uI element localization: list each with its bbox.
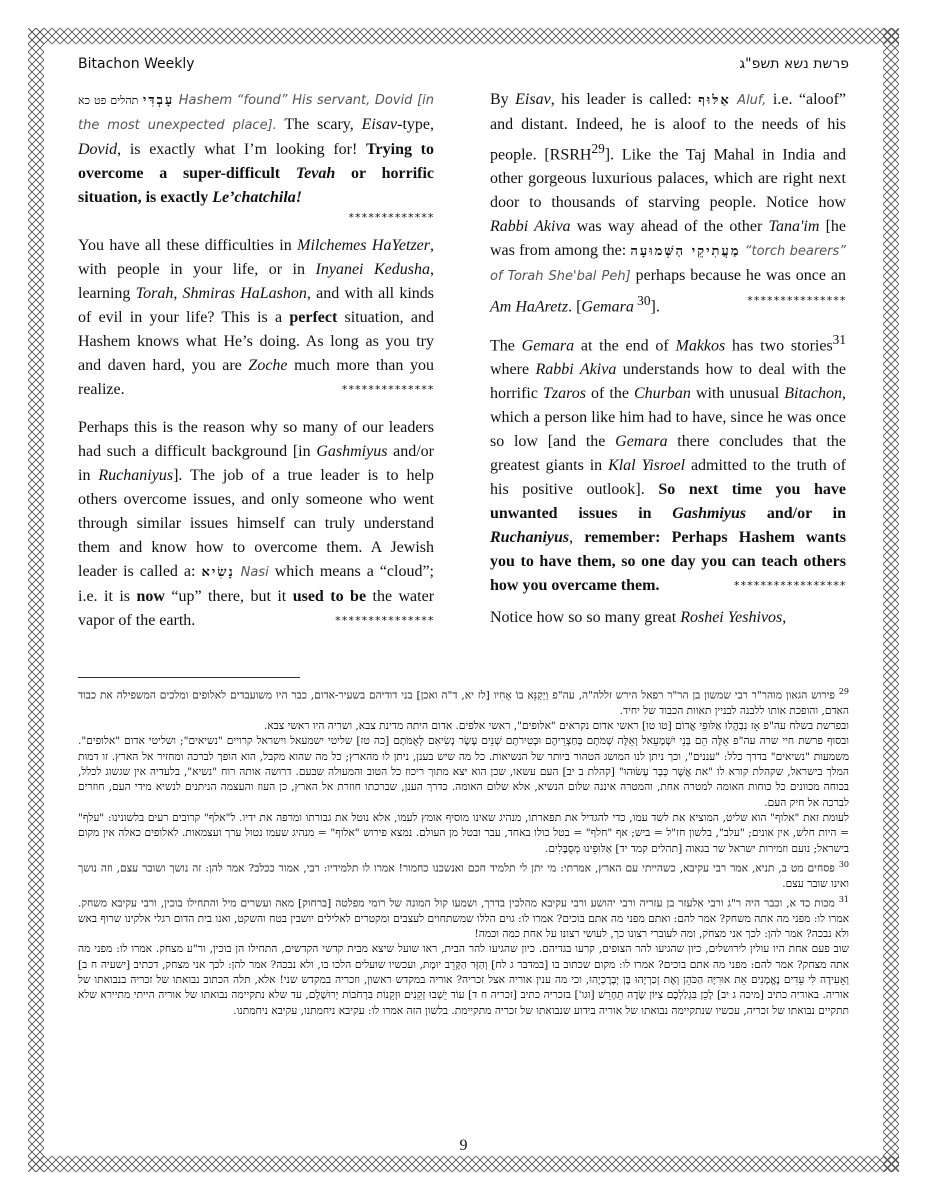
footnote-text: מכות כד א, וכבר היה ר"ג ורבי אלעזר בן עזריה ורבי יהושע ורבי עקיבא מהלכין בדרך, ושמעו קול המונה של רומי מפלטה [ברחוק] מאה ועשרים מיל והתחילו בוכין, ורבי עקיבא משחק. אמרו לו: מפני מה אתה משחק? אמר להם: ואתם מפני מה אתם בוכים? אמרו לו: גוים הללו שמשתחוים לעצבים ומקטרים לאלילים יושבין בטח והשקט, ואנו בית הדום רגלי אלקינו שרוף באש ולא נבכה? אמר להן: לכך אני מצחק, ומה לעוברי רצונו כך, לעושי רצונו על אחת כמה וכמה! <box>78 897 849 941</box>
footnote-text: ובסוף פרשת חיי שרה עה"פ אֵלֶּה הֵם בְּנֵי יִשְׁמָעֵאל וְאֵלֶּה שְׁמֹתָם בְּחַצְרֵיהֶם וּבְטִירֹתָם שְׁנֵים עָשָׂר נְשִׂיאִם לְאֻמֹּתָם [כה טז] שליטי ישמעאל וישראל קרויים "נשיאים"; ושליטי אדום "אלופים". משמעות "נשיאים" בדרך כלל: "עננים", וכך ניתן לנו המושג הטהור ביותר של הנשיאות. כל מה שיש בענן, ניתן לו מהארץ; כל מה שהוא מקבל, הוא הופך לברכה ומחזיר אל הארץ. זו דמות המלך בישראל, שקהלת קורא לו "את אֲשֶׁר כְּבָר עָשׂוּהוּ" [קהלת ב יב] העם עשאו, שכן הוא יצא מתוך ריכוז כל הטוב והמעולה שבעם. דרושה אותה רוח "נשיא", בלעדיה אין שגשוג לכלל, בכוחה מכוונים כל כוחות האומה למטרה אחת, והמטרה איננה שלום הנשיא, אלא שלום האומה. כדרך הענן, שברכתו חוזרת אל הארץ, כן העוז והעצמה הניתנים לנשיא מידי העם, חוזרים לברכה אל חיק העם. <box>78 735 849 809</box>
parsha-title: פרשת נשא תשפ"ג <box>739 56 849 72</box>
footnote <box>78 734 849 810</box>
hebrew-word: מַעֲתִיקֵי הַשְּׁמוּעָה <box>630 244 741 260</box>
footnotes <box>78 684 849 1019</box>
page-border-right <box>883 28 899 1172</box>
text: i.e. “aloof” and distant. Indeed, he is aloof to the needs of his people. [RSRH <box>490 91 846 164</box>
verse-reference: תהלים פט כא <box>78 94 139 107</box>
text: perhaps because he was once an <box>630 267 847 285</box>
page-number: 9 <box>459 1137 468 1154</box>
text: much more than you realize. <box>78 357 435 398</box>
italic-term: Am HaAretz <box>490 298 569 316</box>
separator-stars: ************** <box>341 383 434 396</box>
italic-term: Tzaros <box>543 384 586 402</box>
text: , his leader is called: <box>550 91 699 108</box>
separator-stars: ***************** <box>733 578 846 592</box>
text: , and with all kinds of evil in your life? This is a <box>78 285 435 326</box>
translation-script: “torch bearers” of Torah She'bal Peh] <box>490 244 847 285</box>
footnote <box>78 942 849 1018</box>
text: Perhaps this is the reason why so many of our leaders had such a difficult background [in <box>78 419 434 460</box>
separator-stars: *************** <box>746 294 846 308</box>
text: at the end of <box>574 336 676 354</box>
text: The scary, <box>276 116 362 133</box>
text: -type, <box>397 116 434 133</box>
italic-term: Klal Yisroel <box>608 456 686 474</box>
separator-stars: *************** <box>334 614 434 627</box>
text: ]. The job of a true leader is to help others overcome issues, and only someone who went through similar issues himself can truly understand them and know how to overcome them. A Jewish leader is called a: <box>78 467 435 580</box>
text: with unusual <box>690 384 785 402</box>
footnote-number: 29 <box>838 687 849 696</box>
footnote-number: 30 <box>838 859 849 869</box>
bold-text: and/or in <box>746 504 846 522</box>
italic-term: Churban <box>634 384 691 402</box>
italic-term: Shmiras HaLashon <box>182 285 307 302</box>
page-border-bottom <box>28 1156 899 1172</box>
italic-term: Gemara <box>581 298 634 316</box>
bold-text: used to be <box>292 588 367 605</box>
text: ]. <box>650 298 660 316</box>
italic-term: Gashmiyus <box>316 443 388 460</box>
text: “up” there, but it <box>164 588 293 605</box>
italic-term: Makkos <box>675 336 726 354</box>
italic-term: Roshei Yeshivos <box>680 608 783 626</box>
text: there concludes that the greatest giants in <box>490 432 846 474</box>
bold-text: So next time you have unwanted issues in <box>490 480 847 522</box>
text: ]. Like the Taj Mahal in India and other gorgeous luxurious palaces, which are right next door to thousands of starving people. Notice how <box>490 146 847 212</box>
text: admitted to the truth of his positive outlook]. <box>490 456 847 498</box>
footnote-text: לעומת זאת "אלוף" הוא שליט, המוציא את לשד עמו, כדי להגדיל את תפארתו, מנהיג שאינו מוסיף אומץ לעמו, אלא נוטל את גבורתו ומרפה את ידיו. ל"אלף" קרובים רעים בלשונינו: "עלף" = היות חלש, אין אונים; "עלב", בלשון חז"ל = ביש; אף "חלף" = בטל כולו באחד, עבר ובטל מן העולם. נמצא פירוש "אלוף" = מנהיג שעמו נטול ערך ועצמאות. לאלופים כאלה אין מקום בישראל; נועם וזמירות ישראל שר בגאוה [תהלים קמד יד] אַלּוּפֵינוּ מְסֻבָּלִים. <box>78 811 849 855</box>
text: has two stories <box>725 336 833 354</box>
paragraph <box>78 88 434 226</box>
translation-script: Nasi <box>240 565 269 580</box>
text: of the <box>586 384 634 402</box>
paragraph <box>490 328 846 598</box>
bold-text: now <box>136 588 165 605</box>
footnote <box>78 857 849 892</box>
footnote-ref[interactable]: 29 <box>591 141 605 156</box>
italic-term: Tana'im <box>768 218 820 236</box>
text: situation, and Hashem knows what He’s doing. As long as you try and daven hard, you are <box>78 309 434 374</box>
text: , is exactly what I’m looking for! <box>117 141 367 158</box>
text: You have all these difficulties in <box>78 237 298 254</box>
bold-text: Trying to overcome a super-difficult <box>78 141 434 182</box>
italic-term: Torah <box>135 285 174 302</box>
footnote <box>78 811 849 857</box>
bold-text: perfect <box>289 309 338 326</box>
italic-term: Gemara <box>521 336 575 354</box>
italic-term: Milchemes HaYetzer <box>297 237 431 254</box>
hebrew-word: עָבְדִּי <box>142 93 175 108</box>
text: and/or in <box>78 443 434 484</box>
bold-italic-term: Ruchaniyus <box>490 528 570 546</box>
italic-term: Eisav <box>515 91 551 108</box>
text: By <box>490 91 516 108</box>
translation-script: Hashem “found” His servant, Dovid [in the most unexpected place]. <box>78 93 435 133</box>
italic-term: Inyanei Kedusha <box>315 261 430 278</box>
footnote <box>78 892 849 942</box>
bold-text: remember: Perhaps Hashem wants you to have them, so one day you can teach others how you overcame them. <box>490 528 846 594</box>
paragraph <box>78 234 434 402</box>
text: Notice how so so many great <box>490 608 681 626</box>
text: understands how to deal with the horrific <box>490 360 846 402</box>
text: [he was from among the: <box>490 218 846 260</box>
text: where <box>490 360 536 378</box>
text: , <box>173 285 183 302</box>
bold-italic-term: Tevah <box>295 165 336 182</box>
hebrew-word: אַלּוּף <box>698 93 731 108</box>
italic-term: Zoche <box>248 357 288 374</box>
bold-italic-term: Gashmiyus <box>672 504 747 522</box>
footnote <box>78 719 849 734</box>
paragraph <box>78 416 434 633</box>
text: , with people in your life, or in <box>78 237 435 278</box>
page-border-top <box>28 28 899 44</box>
text: , which a person like him had to have, since he was once so low [and the <box>490 384 847 450</box>
footnote-text: פסחים מט ב, תניא, אמר רבי עקיבא, כשהייתי עם הארץ, אמרתי: מי יתן לי תלמיד חכם ואנשכנו כחמור! אמרו לו תלמידיו: רבי, אמור ככלב? אמר להן: זה נושך ושובר עצם, וזה נושך ואינו שובר עצם. <box>78 862 849 890</box>
italic-term: Rabbi Akiva <box>535 360 617 378</box>
separator-stars: ************* <box>347 211 434 224</box>
italic-term: Eisav <box>361 116 398 133</box>
footnote-text: שוב פעם אחת היו עולין לירושלים, כיון שהגיעו להר הצופים, קרעו בגדיהם. כיון שהגיעו להר הבית, ראו שועל שיצא מבית קדשי הקדשים, התחילו הן בוכין, ור"ע מצחק. אמרו לו: מפני מה אתה מצחק? אמר להם: מפני מה אתם בוכים? אמרו לו: מקום שכתוב בו [במדבר ג לח] וְהַזָּר הַקָּרֵב יוּמָת, ועכשיו שועלים הלכו בו, ולא נבכה? אמר להן: לכך אני מצחק, דכתיב [ישעיה ח ב] וְאָעִידָה לִּי עֵדִים נֶאֱמָנִים אֵת אוּרִיָּה הַכֹּהֵן וְאֶת זְכַרְיָהוּ בֶּן יְבֶרֶכְיָהוּ, וכי מה ענין אוריה אצל זכריה? אוריה במקדש ראשון, וזכריה במקדש שני! אלא, תלה הכתוב נבואתו של זכריה בנבואתו של אוריה. באוריה כתיב [מיכה ג יב] לָכֵן בִּגְלַלְכֶם צִיּוֹן שָׂדֶה תֵחָרֵשׁ [וגו'] בזכריה כתיב [זכריה ח ד] עוֹד יֵשְׁבוּ זְקֵנִים וּזְקֵנוֹת בִּרְחֹבוֹת יְרוּשָׁלָ͏ִם, עד שלא נתקיימה נבואתו של אוריה הייתי מתיירא שלא תתקיים נבואתו של זכריה, עכשיו שנתקיימה נבואתו של אוריה בידוע שנבואתו של זכריה מתקיימת. בלשון הזה אמרו לו: עקיבא ניחמתנו, עקיבא ניחמתנו. <box>78 943 849 1017</box>
footnote <box>78 684 849 719</box>
bold-text: or horrific situation, is exactly <box>78 165 435 206</box>
text: , <box>569 528 585 546</box>
right-column <box>490 88 846 638</box>
footnote-ref[interactable]: 30 <box>633 293 651 309</box>
italic-term: Gemara <box>615 432 668 450</box>
footnote-number: 31 <box>838 894 850 904</box>
text: , <box>782 608 787 626</box>
italic-term: Dovid <box>78 141 118 158</box>
paragraph <box>490 606 846 630</box>
text: . [ <box>568 298 582 316</box>
publication-title: Bitachon Weekly <box>78 56 195 72</box>
text: The <box>490 336 522 354</box>
footnote-divider <box>78 677 300 678</box>
italic-term: Bitachon <box>784 384 843 402</box>
italic-term: Rabbi Akiva <box>490 218 571 236</box>
footnote-ref[interactable]: 31 <box>832 331 846 347</box>
page-border-left <box>28 28 44 1172</box>
footnote-text: פירוש הגאון מוהר"ר רבי שמשון בן הר"ר רפאל הירש זללה"ה, עה"פ וַיְקַנֵּא בוֹ אָחִיו [לז יא, ד"ה ואכן] בני דודיהם בשעיר-אדום, כבר היו משועבדים לאלופים ומלכים המשפילה את כבוד האדם, והופכת אותו ללבנה לבניין תאוות הכבוד של יחיד. <box>78 689 849 717</box>
translation-script: Aluf, <box>737 93 767 108</box>
text: the water vapor of the earth. <box>78 588 435 629</box>
text: , learning <box>78 261 434 302</box>
hebrew-word: נָשִׂיא <box>201 565 235 580</box>
left-column <box>78 88 434 641</box>
text: was way ahead of the other <box>570 218 769 236</box>
page-header <box>78 56 849 78</box>
italic-term: Ruchaniyus <box>98 467 174 484</box>
text: which means a “cloud”; i.e. it is <box>78 563 435 605</box>
footnote-text: ובפרשת בשלח עה"פ אָז נִבְהֲלוּ אַלּוּפֵי אֱדוֹם [טו טו] ראשי אדום נקראים "אלופים", ראשי אלפים. אדום היתה מדינת צבא, ושריה היו ראשי צבא. <box>263 720 849 733</box>
bold-italic-term: Le’chatchila! <box>212 189 302 206</box>
paragraph <box>490 88 846 320</box>
